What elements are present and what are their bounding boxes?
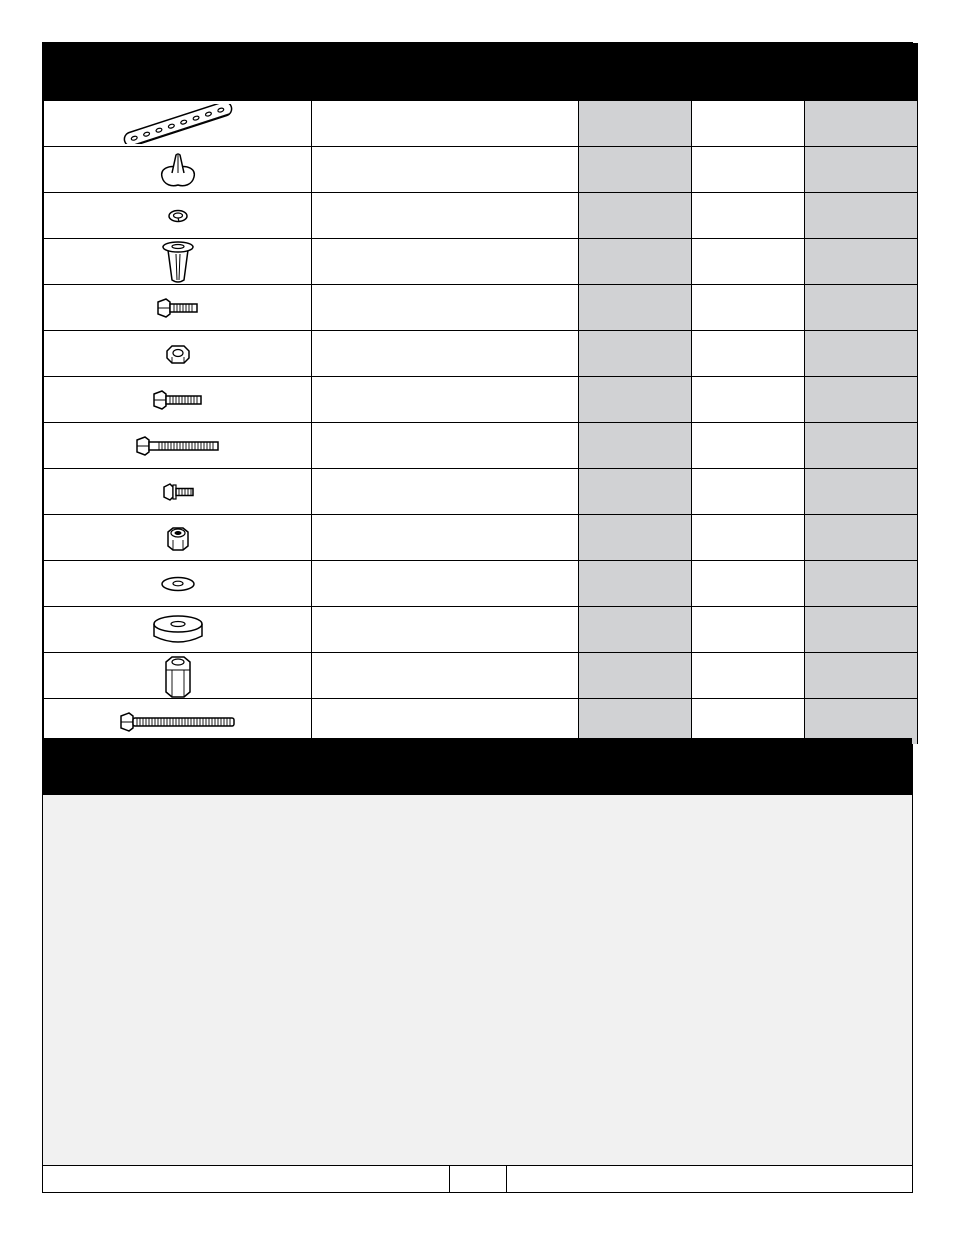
part-quantity [579,147,692,193]
part-col5 [805,607,918,653]
part-image-cell [44,285,312,331]
part-image-cell [44,653,312,699]
table-row [44,193,918,239]
part-col4 [692,239,805,285]
part-col4 [692,561,805,607]
part-description [312,193,579,239]
table-row [44,377,918,423]
part-col5 [805,239,918,285]
part-quantity [579,469,692,515]
lock-washer-icon [166,208,190,224]
coupling-nut-icon [162,654,194,698]
part-col4 [692,285,805,331]
part-quantity [579,607,692,653]
part-description [312,101,579,147]
part-description [312,147,579,193]
notes-header-bar [43,738,912,795]
part-quantity [579,561,692,607]
part-col5 [805,377,918,423]
part-col4 [692,423,805,469]
column-header-4 [692,44,805,101]
flat-washer-icon [159,575,197,593]
part-col4 [692,331,805,377]
part-image-cell [44,239,312,285]
column-header-5 [805,44,918,101]
part-col5 [805,469,918,515]
part-col4 [692,193,805,239]
part-image-cell [44,193,312,239]
part-image-cell [44,331,312,377]
part-image-cell [44,561,312,607]
hardware-parts-table [43,43,918,744]
column-header-description [312,44,579,101]
table-row [44,239,918,285]
part-description [312,607,579,653]
part-col5 [805,515,918,561]
part-quantity [579,653,692,699]
part-quantity [579,193,692,239]
part-col4 [692,653,805,699]
table-row [44,515,918,561]
part-description [312,653,579,699]
nylon-lock-nut-icon [164,524,192,552]
table-row [44,147,918,193]
part-col5 [805,653,918,699]
part-description [312,423,579,469]
part-description [312,515,579,561]
footer-left [43,1166,449,1193]
part-col5 [805,423,918,469]
footer-bar [43,1165,912,1193]
table-header-row [44,44,918,101]
long-hex-bolt-icon [135,435,221,457]
part-quantity [579,331,692,377]
part-description [312,469,579,515]
medium-hex-bolt-icon [152,389,204,411]
part-col5 [805,147,918,193]
part-quantity [579,515,692,561]
column-header-3 [579,44,692,101]
part-col5 [805,561,918,607]
strap-icon [118,104,238,144]
table-row [44,331,918,377]
part-col4 [692,515,805,561]
part-image-cell [44,101,312,147]
part-col4 [692,147,805,193]
flange-bolt-icon [160,481,196,503]
column-header-image [44,44,312,101]
hex-nut-icon [164,343,192,365]
clip-nut-icon [158,151,198,189]
part-col4 [692,101,805,147]
part-description [312,239,579,285]
part-quantity [579,377,692,423]
part-quantity [579,101,692,147]
parts-sheet [42,42,913,1193]
part-quantity [579,239,692,285]
part-quantity [579,423,692,469]
part-col4 [692,469,805,515]
part-image-cell [44,469,312,515]
part-quantity [579,285,692,331]
table-row [44,561,918,607]
part-image-cell [44,515,312,561]
table-row [44,653,918,699]
part-description [312,331,579,377]
part-col4 [692,607,805,653]
part-description [312,285,579,331]
part-image-cell [44,377,312,423]
table-row [44,607,918,653]
notes-area [43,795,912,1165]
table-row [44,285,918,331]
part-col5 [805,285,918,331]
part-col4 [692,377,805,423]
part-col5 [805,193,918,239]
part-image-cell [44,423,312,469]
expansion-anchor-icon [160,240,196,284]
table-row [44,423,918,469]
part-col5 [805,101,918,147]
extra-long-hex-bolt-icon [119,711,237,733]
part-image-cell [44,147,312,193]
table-row [44,469,918,515]
part-description [312,377,579,423]
part-image-cell [44,607,312,653]
short-hex-bolt-icon [156,297,200,319]
footer-right [507,1166,912,1193]
part-col5 [805,331,918,377]
part-description [312,561,579,607]
footer-center [450,1166,506,1193]
table-row [44,101,918,147]
spacer-icon [151,614,205,646]
